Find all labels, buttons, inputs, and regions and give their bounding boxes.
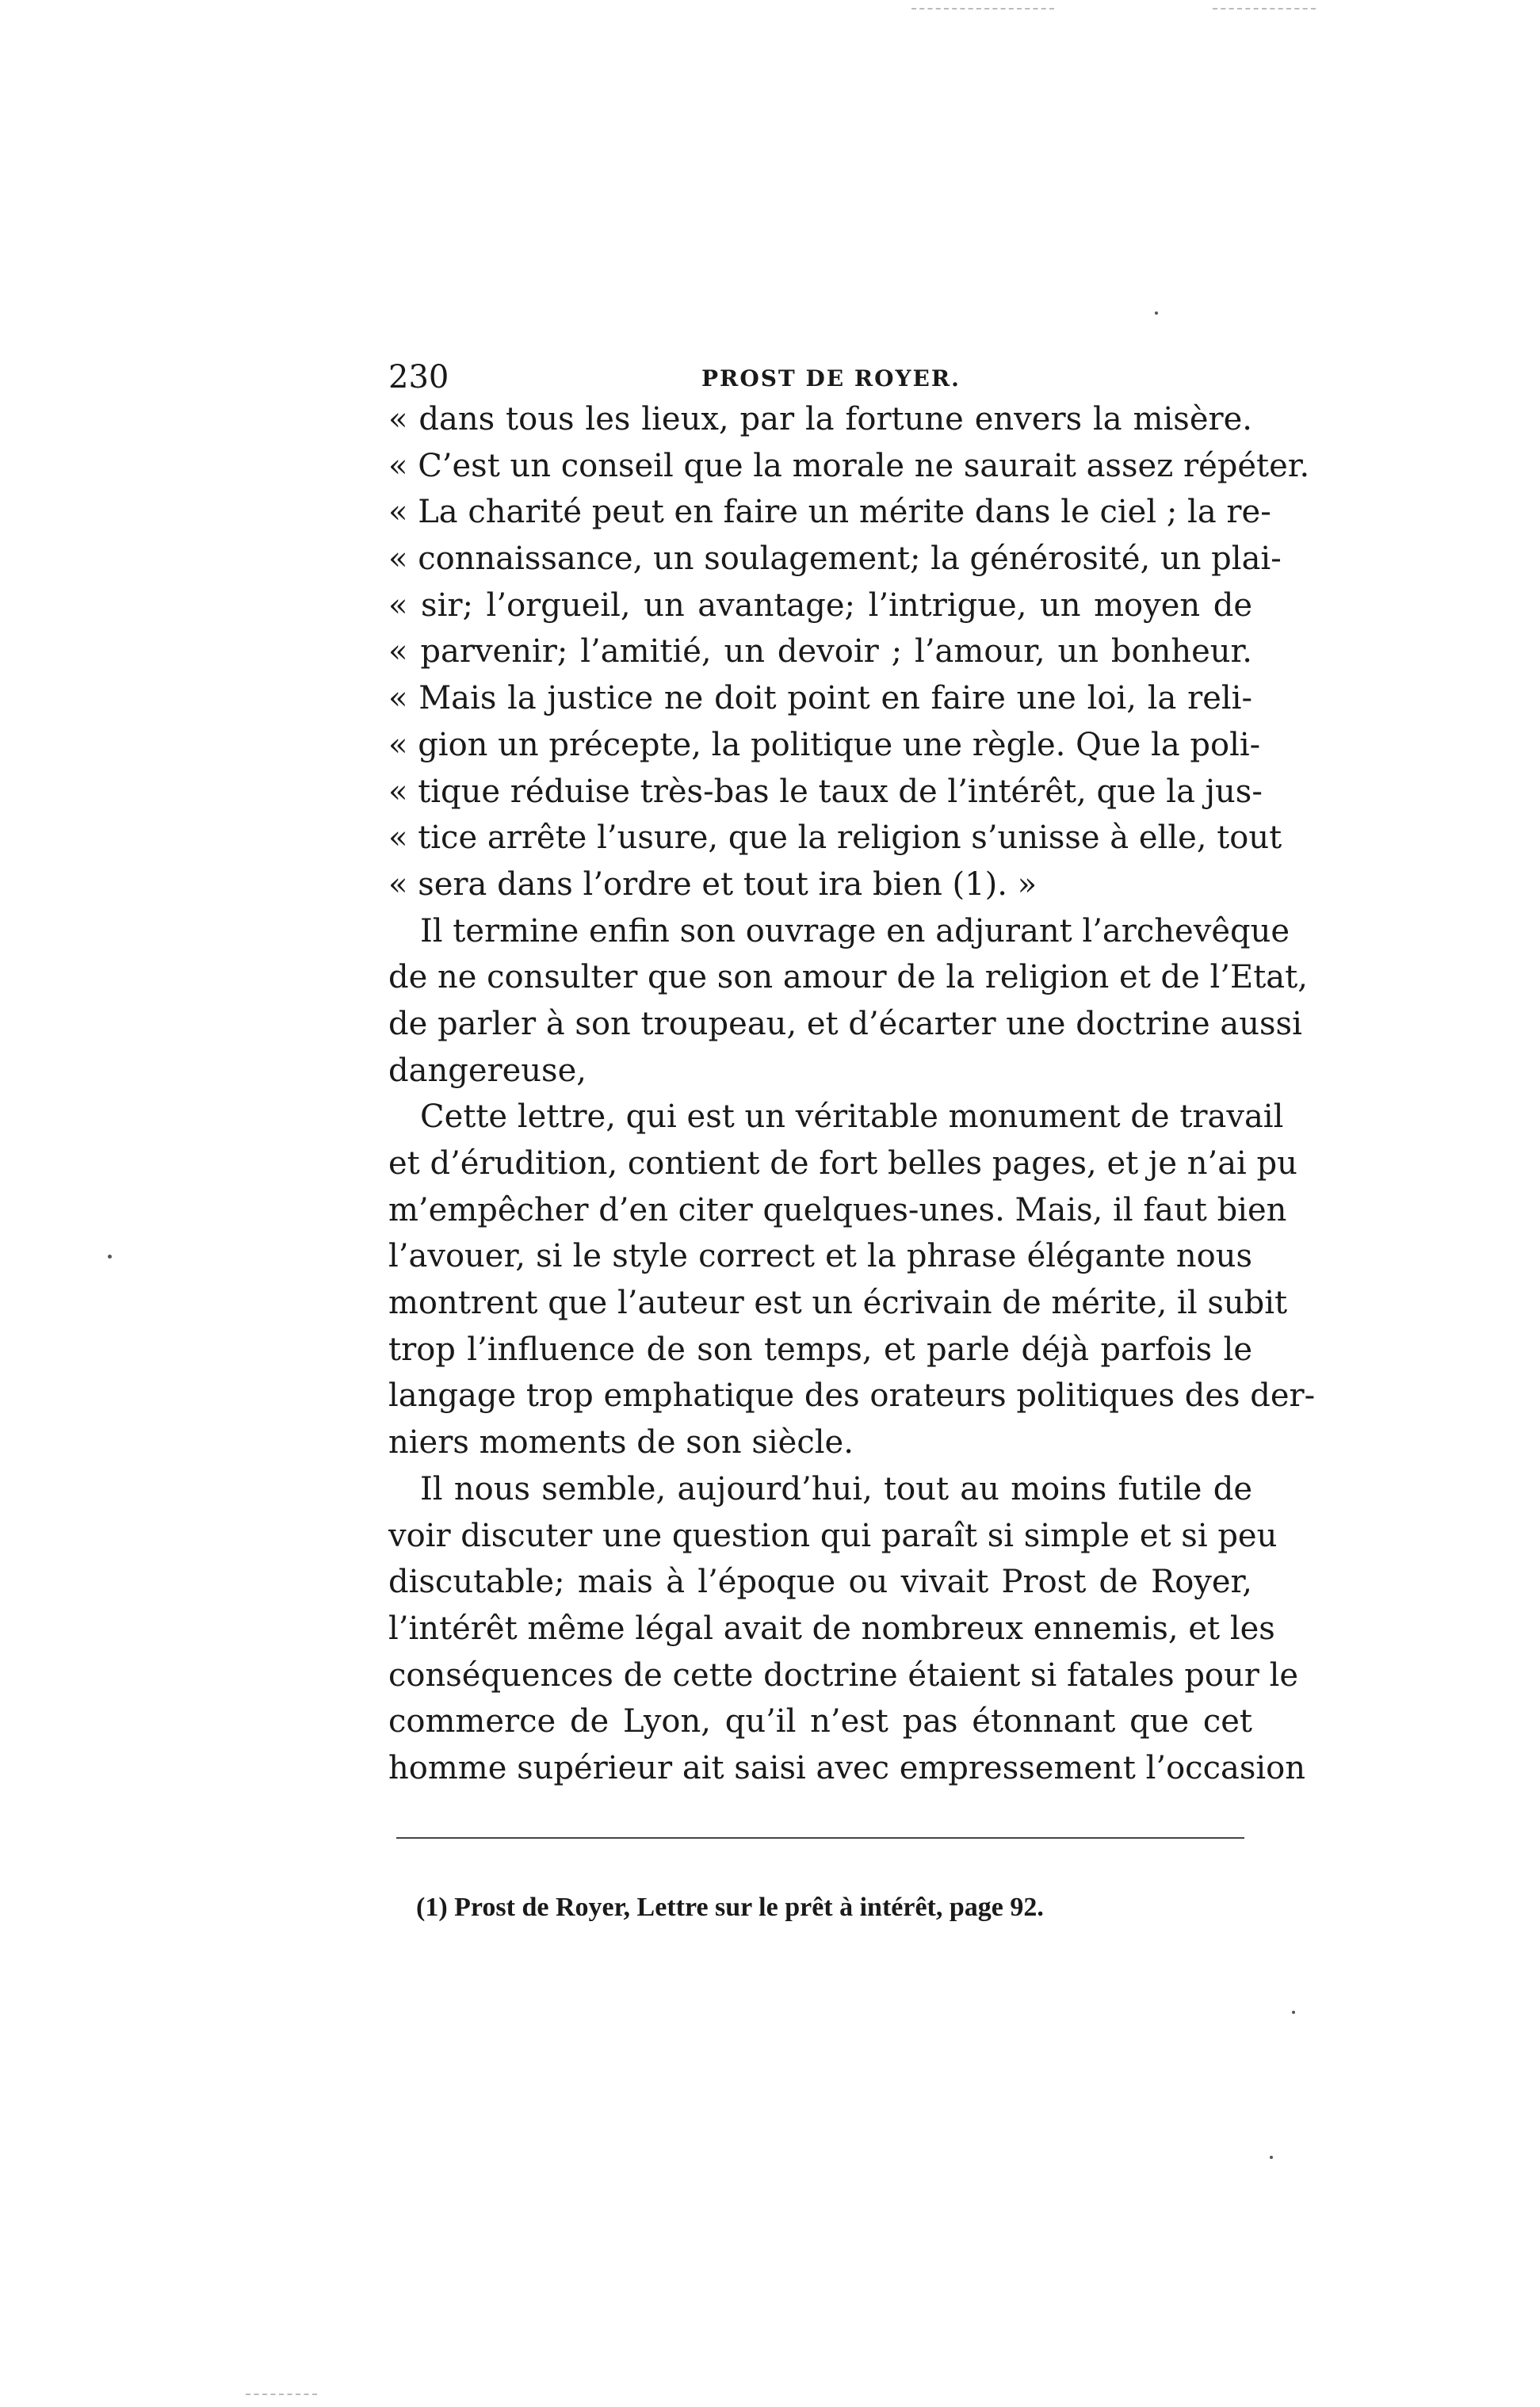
scan-artifact-top — [911, 8, 1054, 10]
paragraph-start-line: Cette lettre, qui est un véritable monument de travail — [420, 1098, 1284, 1136]
text-line: « connaissance, un soulagement; la générosité, un plai- — [388, 541, 1282, 578]
text-line: l’avouer, si le style correct et la phrase élégante nous — [388, 1238, 1252, 1275]
text-line: niers moments de son siècle. — [388, 1424, 854, 1461]
text-line: « C’est un conseil que la morale ne saurait assez répéter. — [388, 447, 1310, 484]
paragraph-start-line: Il nous semble, aujourd’hui, tout au moins futile de — [420, 1470, 1252, 1507]
scan-speck — [1155, 311, 1158, 315]
scan-speck — [1270, 2156, 1273, 2159]
footnote: (1) Prost de Royer, Lettre sur le prêt à intérêt, page 92. — [416, 1893, 1044, 1922]
text-line: dangereuse, — [388, 1052, 587, 1089]
footnote-divider — [396, 1837, 1244, 1839]
running-head: PROST DE ROYER. — [701, 365, 961, 392]
scan-speck — [108, 1255, 112, 1259]
text-line: conséquences de cette doctrine étaient si fatales pour le — [388, 1656, 1299, 1694]
text-line: « tice arrête l’usure, que la religion s’unisse à elle, tout — [388, 820, 1282, 857]
text-line: de parler à son troupeau, et d’écarter une doctrine aussi — [388, 1005, 1302, 1042]
text-line: voir discuter une question qui paraît si simple et si peu — [388, 1517, 1278, 1554]
scan-artifact-top-right — [1213, 8, 1316, 10]
text-line: « sera dans l’ordre et tout ira bien (1). » — [388, 865, 1037, 903]
page-header — [388, 355, 1252, 399]
paragraph-start-line: Il termine enfin son ouvrage en adjurant l’archevêque — [420, 912, 1290, 949]
text-line: « tique réduise très-bas le taux de l’intérêt, que la jus- — [388, 773, 1263, 810]
text-line: montrent que l’auteur est un écrivain de mérite, il subit — [388, 1285, 1288, 1322]
text-line: de ne consulter que son amour de la religion et de l’Etat, — [388, 959, 1308, 996]
text-line: commerce de Lyon, qu’il n’est pas étonnant que cet — [388, 1703, 1252, 1740]
text-line: langage trop emphatique des orateurs politiques des der- — [388, 1377, 1316, 1415]
text-line: « parvenir; l’amitié, un devoir ; l’amour, un bonheur. — [388, 633, 1252, 671]
body-text — [388, 396, 1316, 1792]
text-line: « dans tous les lieux, par la fortune envers la misère. — [388, 401, 1252, 437]
text-line: « Mais la justice ne doit point en faire une loi, la reli- — [388, 680, 1252, 717]
text-line: discutable; mais à l’époque ou vivait Prost de Royer, — [388, 1564, 1252, 1601]
text-line: « La charité peut en faire un mérite dans le ciel ; la re- — [388, 494, 1271, 531]
text-line: trop l’influence de son temps, et parle déjà parfois le — [388, 1331, 1252, 1368]
text-line: et d’érudition, contient de fort belles pages, et je n’ai pu — [388, 1145, 1297, 1182]
scan-speck — [1292, 2011, 1295, 2014]
text-line: homme supérieur ait saisi avec empressement l’occasion — [388, 1749, 1305, 1786]
text-line: m’empêcher d’en citer quelques-unes. Mais, il faut bien — [388, 1191, 1287, 1228]
page-number: 230 — [388, 359, 449, 395]
text-line: « gion un précepte, la politique une règle. Que la poli- — [388, 726, 1261, 763]
text-line: « sir; l’orgueil, un avantage; l’intrigue, un moyen de — [388, 586, 1252, 624]
scan-artifact-bottom — [246, 2394, 317, 2395]
text-line: l’intérêt même légal avait de nombreux ennemis, et les — [388, 1610, 1275, 1647]
